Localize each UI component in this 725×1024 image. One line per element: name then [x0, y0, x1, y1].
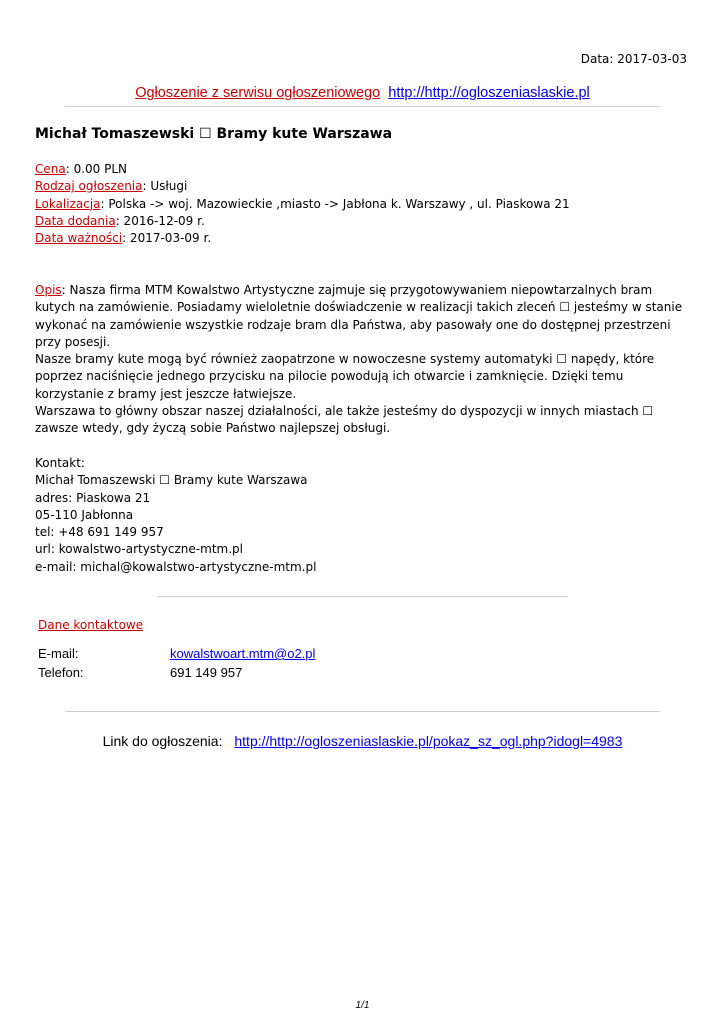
contact-line: Kontakt:	[35, 456, 85, 470]
source-url-link[interactable]: http://http://ogloszeniaslaskie.pl	[388, 85, 590, 101]
contact-block	[35, 455, 316, 576]
field-value: : 0.00 PLN	[65, 162, 128, 176]
field-label[interactable]: Cena	[35, 162, 66, 176]
contact-line: url: kowalstwo-artystyczne-mtm.pl	[35, 542, 243, 557]
field-date-added	[35, 213, 570, 230]
field-value: : Usługi	[142, 179, 188, 194]
contact-line: e-mail: michal@kowalstwo-artystyczne-mtm.pl	[35, 559, 317, 574]
field-ad-type	[35, 178, 570, 195]
source-header	[0, 85, 725, 101]
contact-line: 05-110 Jabłonna	[35, 507, 134, 522]
ad-description	[35, 282, 685, 438]
field-value: : 2016-12-09 r.	[115, 213, 205, 228]
description-text: : Nasza firma MTM Kowalstwo Artystyczne zajmuje się przygotowywaniem niepowtarzalnych bram kutych na zamówienie. Posiadamy wieloletnie doświadczenie w realizacji takich zleceń ☐ jesteśmy w stanie wykonać na zamówienie wszystkie rodzaje bram dla Państwa, aby pasowały one do dostępnej przestrzeni przy posesji. Nasze bramy kute mogą być również zaopatrzone w nowoczesne systemy automatyki ☐ napędy, które poprzez naciśnięcie jednego przycisku na pilocie powodują ich otwarcie i zamknięcie. Dzięki temu korzystanie z bramy jest jeszcze łatwiejsze. Warszawa to główny obszar naszej działalności, ale także jesteśmy do dyspozycji w innych miastach ☐ zawsze wtedy, gdy życzą sobie Państwo najlepszej obsługi.	[35, 283, 683, 436]
field-location	[35, 196, 570, 213]
field-label[interactable]: Lokalizacja	[35, 196, 101, 211]
source-label-link[interactable]: Ogłoszenie z serwisu ogłoszeniowego	[135, 85, 381, 101]
field-label[interactable]: Data ważności	[35, 231, 123, 246]
contact-divider	[157, 596, 568, 597]
header-divider	[65, 106, 660, 107]
document-date: Data: 2017-03-03	[580, 52, 687, 66]
contact-data-heading[interactable]: Dane kontaktowe	[38, 618, 144, 632]
email-label: E-mail:	[38, 646, 79, 661]
ad-link-label: Link do ogłoszenia:	[102, 733, 223, 749]
ad-title: Michał Tomaszewski ☐ Bramy kute Warszawa	[35, 126, 393, 142]
ad-fields	[35, 161, 570, 247]
contact-line: tel: +48 691 149 957	[35, 525, 164, 540]
page-number: 1/1	[355, 1000, 370, 1011]
field-label[interactable]: Data dodania	[35, 213, 116, 228]
contact-line: adres: Piaskowa 21	[35, 490, 151, 505]
email-link[interactable]: kowalstwoart.mtm@o2.pl	[170, 646, 316, 661]
field-value: : Polska -> woj. Mazowieckie ,miasto -> Jabłona k. Warszawy , ul. Piaskowa 21	[100, 196, 570, 211]
phone-label: Telefon:	[38, 665, 84, 680]
footer-divider	[65, 711, 660, 712]
field-price	[35, 161, 570, 178]
field-label[interactable]: Rodzaj ogłoszenia	[35, 179, 143, 194]
description-label[interactable]: Opis	[35, 283, 62, 297]
field-expiry-date	[35, 230, 570, 247]
contact-line: Michał Tomaszewski ☐ Bramy kute Warszawa	[35, 473, 308, 488]
ad-link-row	[0, 733, 725, 749]
ad-link-url[interactable]: http://http://ogloszeniaslaskie.pl/pokaz_sz_ogl.php?idogl=4983	[234, 733, 623, 749]
field-value: : 2017-03-09 r.	[122, 231, 212, 246]
phone-value: 691 149 957	[170, 665, 243, 680]
